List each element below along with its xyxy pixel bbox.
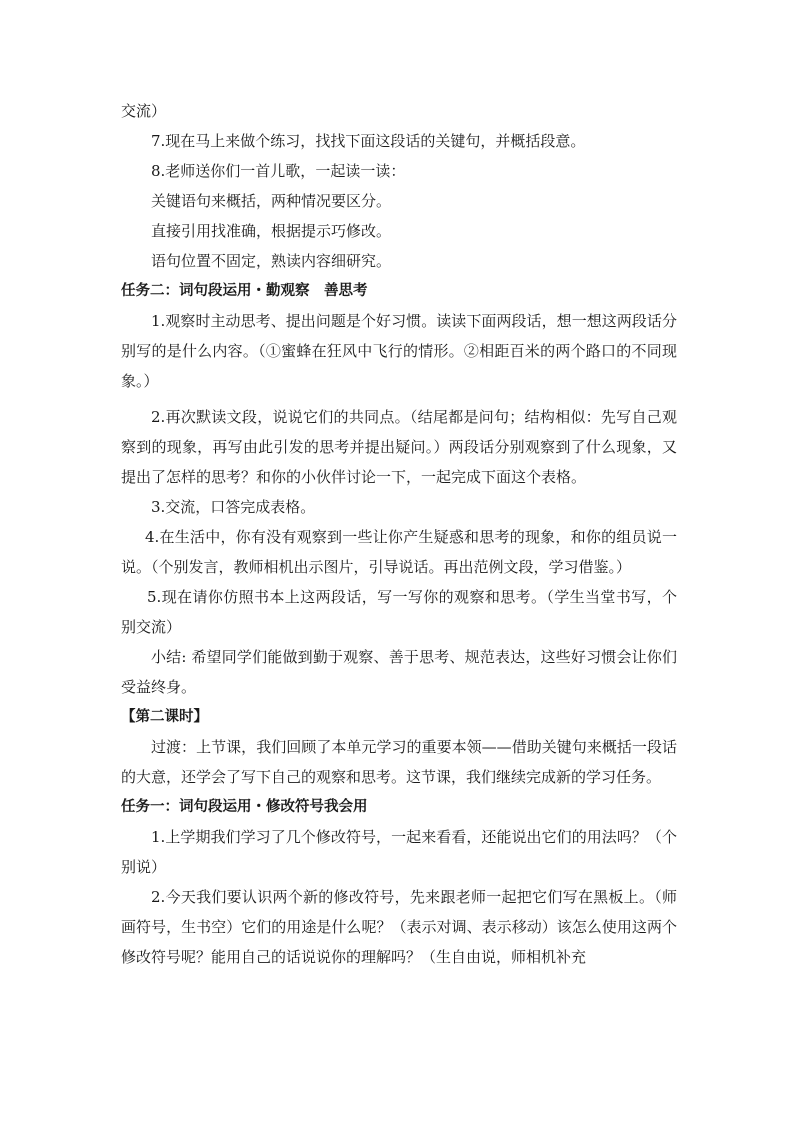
paragraph-task2-step-4: 4.在生活中，你有没有观察到一些让你产生疑惑和思考的现象，和你的组员说一说。（个别发言，教师相机出示图片，引导说话。再出范例文段，学习借鉴。） [121, 528, 677, 576]
paragraph-task1-step-2: 2.今天我们要认识两个新的修改符号，先来跟老师一起把它们写在黑板上。（师画符号，生书空）它们的用途是什么呢？（表示对调、表示移动）该怎么使用这两个修改符号呢？能用自己的话说说你的理解吗？（生自由说，师相机补充 [121, 888, 677, 966]
document-page [121, 96, 677, 972]
paragraph-task2-step-3: 3.交流，口答完成表格。 [151, 498, 316, 516]
rhyme-line-3: 语句位置不固定，熟读内容细研究。 [151, 252, 392, 270]
paragraph-continuation: 交流） [121, 102, 167, 120]
paragraph-task2-step-1: 1.观察时主动思考、提出问题是个好习惯。读读下面两段话，想一想这两段话分别写的是什么内容。（①蜜蜂在狂风中飞行的情形。②相距百米的两个路口的不同现象。） [121, 312, 677, 390]
section-heading-task-1: 任务一：词句段运用・修改符号我会用 [121, 799, 368, 815]
rhyme-line-2: 直接引用找准确，根据提示巧修改。 [151, 222, 392, 240]
paragraph-task2-step-5: 5.现在请你仿照书本上这两段话，写一写你的观察和思考。（学生当堂书写，个别交流） [121, 588, 677, 636]
section-heading-lesson-2: 【第二课时】 [121, 709, 208, 725]
paragraph-transition: 过渡：上节课，我们回顾了本单元学习的重要本领——借助关键句来概括一段话的大意，还学会了写下自己的观察和思考。这节课，我们继续完成新的学习任务。 [121, 738, 677, 786]
paragraph-step-7: 7.现在马上来做个练习，找找下面这段话的关键句，并概括段意。 [151, 132, 586, 150]
paragraph-step-8: 8.老师送你们一首儿歌，一起读一读： [151, 162, 406, 180]
paragraph-task1-step-1: 1.上学期我们学习了几个修改符号，一起来看看，还能说出它们的用法吗？（个别说） [121, 828, 677, 876]
rhyme-line-1: 关键语句来概括，两种情况要区分。 [151, 192, 392, 210]
section-heading-task-2: 任务二：词句段运用・勤观察 善思考 [121, 283, 368, 299]
paragraph-task2-step-2: 2.再次默读文段，说说它们的共同点。（结尾都是问句；结构相似：先写自己观察到的现象，再写由此引发的思考并提出疑问。）两段话分别观察到了什么现象，又提出了怎样的思考？和你的小伙伴讨论一下，一起完成下面这个表格。 [121, 408, 677, 486]
paragraph-summary: 小结: 希望同学们能做到勤于观察、善于思考、规范表达，这些好习惯会让你们受益终身。 [121, 648, 677, 696]
